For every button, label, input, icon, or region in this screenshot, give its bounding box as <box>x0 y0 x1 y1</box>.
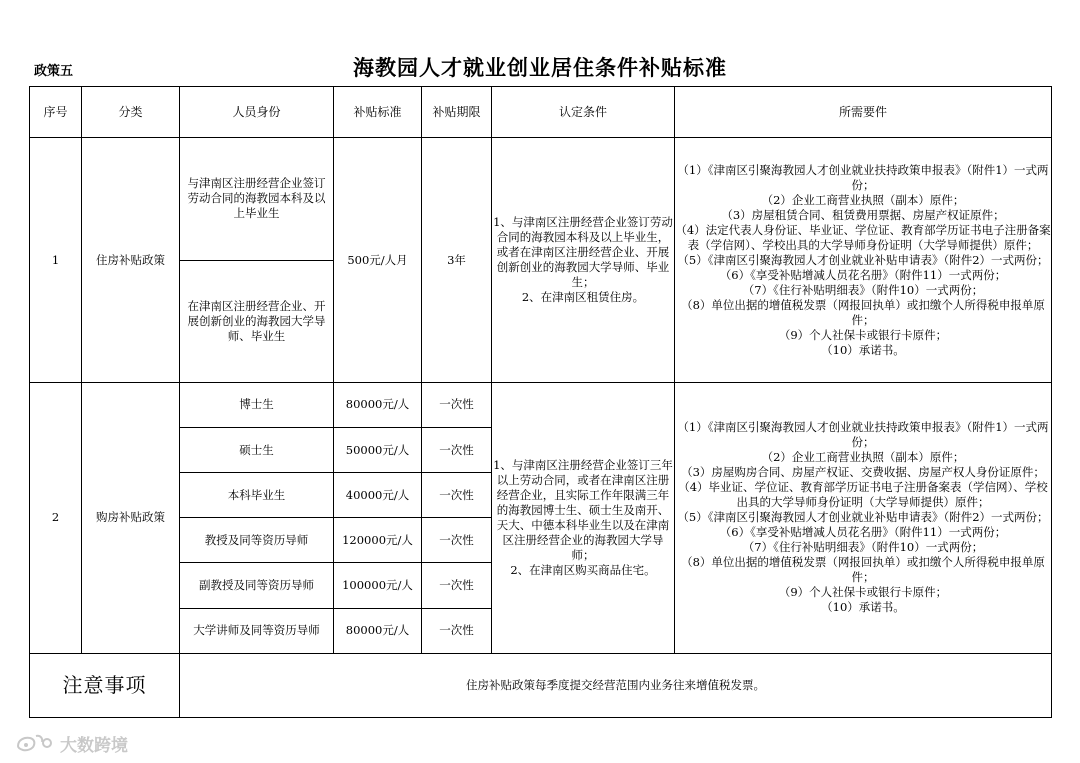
header-identity: 人员身份 <box>180 87 334 138</box>
group-2-identity: 硕士生 <box>180 428 334 473</box>
group-1-period: 3年 <box>422 138 492 383</box>
notice-row <box>30 653 1052 717</box>
header-index: 序号 <box>30 87 82 138</box>
doc-item: （2）企业工商营业执照（副本）原件； <box>761 450 965 465</box>
doc-item: （6）《享受补贴增减人员花名册》（附件11）一式两份； <box>719 267 1007 282</box>
header-documents: 所需要件 <box>675 87 1052 138</box>
header-conditions: 认定条件 <box>492 87 675 138</box>
doc-item: （8）单位出据的增值税发票（网报回执单）或扣缴个人所得税申报单原件； <box>681 555 1045 585</box>
group-1-conditions: 1、与津南区注册经营企业签订劳动合同的海教园本科及以上毕业生，或者在津南区注册经营企业、开展创新创业的海教园大学导师、毕业生； 2、在津南区租赁住房。 <box>492 138 675 383</box>
group-2-standard: 120000元/人 <box>334 518 422 563</box>
group-2-period: 一次性 <box>422 563 492 608</box>
doc-item: （1）《津南区引聚海教园人才创业就业扶持政策申报表》（附件1）一式两份； <box>677 162 1049 192</box>
group-2-identity: 副教授及同等资历导师 <box>180 563 334 608</box>
doc-item: （10）承诺书。 <box>821 342 905 357</box>
doc-item: （2）企业工商营业执照（副本）原件； <box>761 192 965 207</box>
document-title: 海教园人才就业创业居住条件补贴标准 <box>353 56 727 80</box>
group-2-standard: 80000元/人 <box>334 382 422 427</box>
weibo-like-logo-icon <box>14 732 54 754</box>
group-2-standard: 50000元/人 <box>334 428 422 473</box>
header-category: 分类 <box>82 87 180 138</box>
group-2-conditions: 1、与津南区注册经营企业签订三年以上劳动合同，或者在津南区注册经营企业，且实际工作年限满三年的海教园博士生、硕士生及南开、天大、中德本科毕业生以及在津南区注册经营企业的海教园大学导师； 2、在津南区购买商品住宅。 <box>492 382 675 653</box>
doc-item: （8）单位出据的增值税发票（网报回执单）或扣缴个人所得税申报单原件； <box>681 297 1045 327</box>
group-2-period: 一次性 <box>422 608 492 653</box>
group-2-period: 一次性 <box>422 518 492 563</box>
doc-item: （4）毕业证、学位证、教育部学历证书电子注册备案表（学信网）、学校出具的大学导师身份证明（大学导师提供）原件； <box>678 480 1048 510</box>
doc-item: （3）房屋购房合同、房屋产权证、交费收据、房屋产权人身份证原件； <box>681 465 1045 480</box>
group-2-documents <box>675 382 1052 653</box>
policy-tag: 政策五 <box>34 64 74 79</box>
doc-item: （7）《住行补贴明细表》（附件10）一式两份； <box>742 282 984 297</box>
group-2-identity: 博士生 <box>180 382 334 427</box>
group-2-index: 2 <box>30 382 82 653</box>
group-1-standard: 500元/人月 <box>334 138 422 383</box>
group-2-standard: 80000元/人 <box>334 608 422 653</box>
doc-item: （5）《津南区引聚海教园人才创业就业补贴申请表》（附件2）一式两份； <box>677 252 1049 267</box>
group-1-identity-2: 在津南区注册经营企业、开展创新创业的海教园大学导师、毕业生 <box>180 260 334 382</box>
group-1-category: 住房补贴政策 <box>82 138 180 383</box>
group-2-identity: 大学讲师及同等资历导师 <box>180 608 334 653</box>
group-2-standard: 100000元/人 <box>334 563 422 608</box>
doc-item: （7）《住行补贴明细表》（附件10）一式两份； <box>742 540 984 555</box>
doc-item: （6）《享受补贴增减人员花名册》（附件11）一式两份； <box>719 525 1007 540</box>
doc-item: （5）《津南区引聚海教园人才创业就业补贴申请表》（附件2）一式两份； <box>677 510 1049 525</box>
group-1-documents <box>675 138 1052 383</box>
group-2-identity: 教授及同等资历导师 <box>180 518 334 563</box>
doc-item: （1）《津南区引聚海教园人才创业就业扶持政策申报表》（附件1）一式两份； <box>677 420 1049 450</box>
watermark-text: 大数跨境 <box>60 735 128 756</box>
group-2-period: 一次性 <box>422 473 492 518</box>
table-row <box>30 138 1052 260</box>
header-standard: 补贴标准 <box>334 87 422 138</box>
doc-item: （3）房屋租赁合同、租赁费用票据、房屋产权证原件； <box>721 207 1005 222</box>
group-1-identity-1: 与津南区注册经营企业签订劳动合同的海教园本科及以上毕业生 <box>180 138 334 260</box>
group-1-index: 1 <box>30 138 82 383</box>
doc-item: （4）法定代表人身份证、毕业证、学位证、教育部学历证书电子注册备案表（学信网）、学校出具的大学导师身份证明（大学导师提供）原件； <box>675 222 1051 252</box>
watermark <box>14 730 128 756</box>
doc-item: （9）个人社保卡或银行卡原件； <box>778 585 948 600</box>
group-2-standard: 40000元/人 <box>334 473 422 518</box>
notice-text: 住房补贴政策每季度提交经营范围内业务往来增值税发票。 <box>180 653 1052 717</box>
group-2-identity: 本科毕业生 <box>180 473 334 518</box>
doc-item: （9）个人社保卡或银行卡原件； <box>778 327 948 342</box>
header-period: 补贴期限 <box>422 87 492 138</box>
group-2-period: 一次性 <box>422 428 492 473</box>
subsidy-table <box>29 86 1052 718</box>
notice-label: 注意事项 <box>30 653 180 717</box>
table-row <box>30 382 1052 427</box>
doc-item: （10）承诺书。 <box>821 600 905 615</box>
header-row <box>30 87 1052 138</box>
group-2-category: 购房补贴政策 <box>82 382 180 653</box>
group-2-period: 一次性 <box>422 382 492 427</box>
